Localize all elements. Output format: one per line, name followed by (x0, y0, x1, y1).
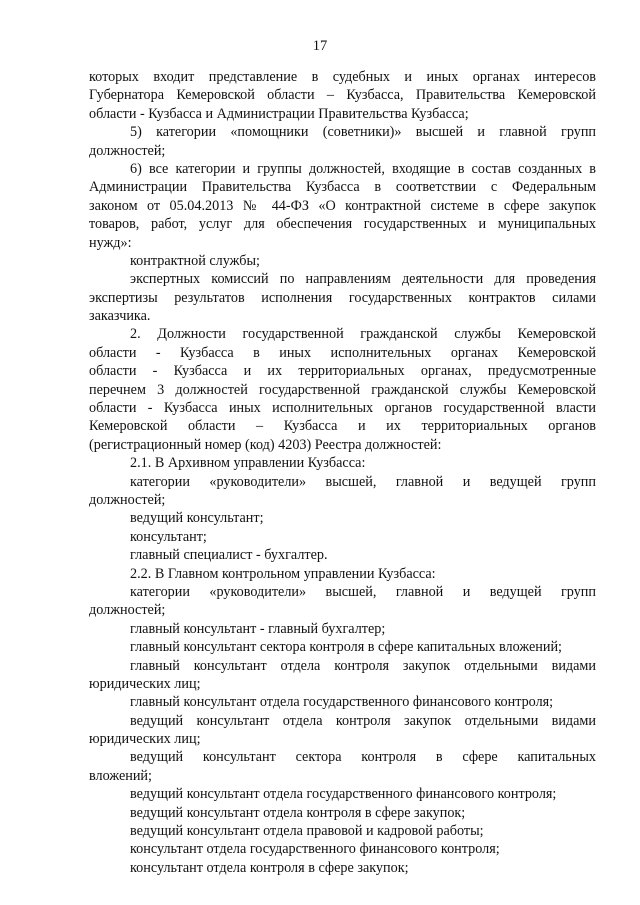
text-line: ведущий консультант отдела контроля закупок отдельными видами (130, 712, 596, 729)
text-line: 6) все категории и группы должностей, входящие в состав созданных в (130, 160, 596, 177)
text-line: категории «руководители» высшей, главной и ведущей групп (130, 583, 596, 600)
text-line: категории «руководители» высшей, главной и ведущей групп (130, 473, 596, 490)
text-line: должностей; (89, 491, 166, 508)
text-line: заказчика. (89, 308, 151, 325)
text-line: области - Кузбасса иных исполнительных органов государственной власти (89, 400, 596, 417)
text-line: вложений; (89, 767, 152, 784)
text-line: главный консультант отдела государственного финансового контроля; (130, 694, 554, 711)
text-line: главный консультант сектора контроля в сфере капитальных вложений; (130, 639, 562, 656)
text-line: главный специалист - бухгалтер. (130, 547, 328, 564)
text-line: консультант отдела государственного финансового контроля; (130, 841, 500, 858)
text-line: Администрации Правительства Кузбасса в соответствии с Федеральным (89, 179, 596, 196)
text-line: ведущий консультант сектора контроля в сфере капитальных (130, 749, 596, 766)
text-line: экспертных комиссий по направлениям деятельности для проведения (130, 271, 596, 288)
text-line: ведущий консультант отдела государственного финансового контроля; (130, 786, 557, 803)
text-line: области - Кузбасса и их территориальных органах, предусмотренные (89, 363, 596, 380)
text-line: главный консультант отдела контроля закупок отдельными видами (130, 657, 596, 674)
text-line: контрактной службы; (130, 252, 260, 269)
text-line: должностей; (89, 142, 166, 159)
text-line: экспертизы результатов исполнения государственных контрактов силами (89, 289, 596, 306)
text-line: законом от 05.04.2013 № 44-ФЗ «О контрактной системе в сфере закупок (89, 197, 596, 214)
text-line: (регистрационный номер (код) 4203) Реестра должностей: (89, 436, 442, 453)
text-line: области - Кузбасса в иных исполнительных органах Кемеровской (89, 344, 596, 361)
text-line: должностей; (89, 602, 166, 619)
text-line: консультант отдела контроля в сфере закупок; (130, 859, 409, 876)
document-body (89, 68, 596, 877)
text-line: 2.1. В Архивном управлении Кузбасса: (130, 455, 366, 472)
text-line: ведущий консультант; (130, 510, 264, 527)
text-line: товаров, работ, услуг для обеспечения государственных и муниципальных (89, 216, 596, 233)
text-line: нужд»: (89, 234, 132, 251)
text-line: которых входит представление в судебных и иных органах интересов (89, 69, 596, 85)
text-line: перечнем 3 должностей государственной гражданской службы Кемеровской (89, 381, 596, 398)
text-line: 5) категории «помощники (советники)» высшей и главной групп (130, 124, 596, 141)
text-line: главный консультант - главный бухгалтер; (130, 620, 386, 637)
text-line: юридических лиц; (89, 675, 201, 692)
text-line: области - Кузбасса и Администрации Правительства Кузбасса; (89, 105, 469, 122)
text-line: 2.2. В Главном контрольном управлении Кузбасса: (130, 565, 436, 582)
text-line: ведущий консультант отдела контроля в сфере закупок; (130, 804, 466, 821)
text-line: Кемеровской области – Кузбасса и их территориальных органов (89, 418, 596, 435)
text-line: 2. Должности государственной гражданской службы Кемеровской (130, 326, 596, 343)
text-line: консультант; (130, 528, 207, 545)
text-line: юридических лиц; (89, 731, 201, 748)
text-line: Губернатора Кемеровской области – Кузбасса, Правительства Кемеровской (89, 87, 596, 104)
page-number: 17 (312, 38, 328, 54)
text-line: ведущий консультант отдела правовой и кадровой работы; (130, 823, 484, 840)
